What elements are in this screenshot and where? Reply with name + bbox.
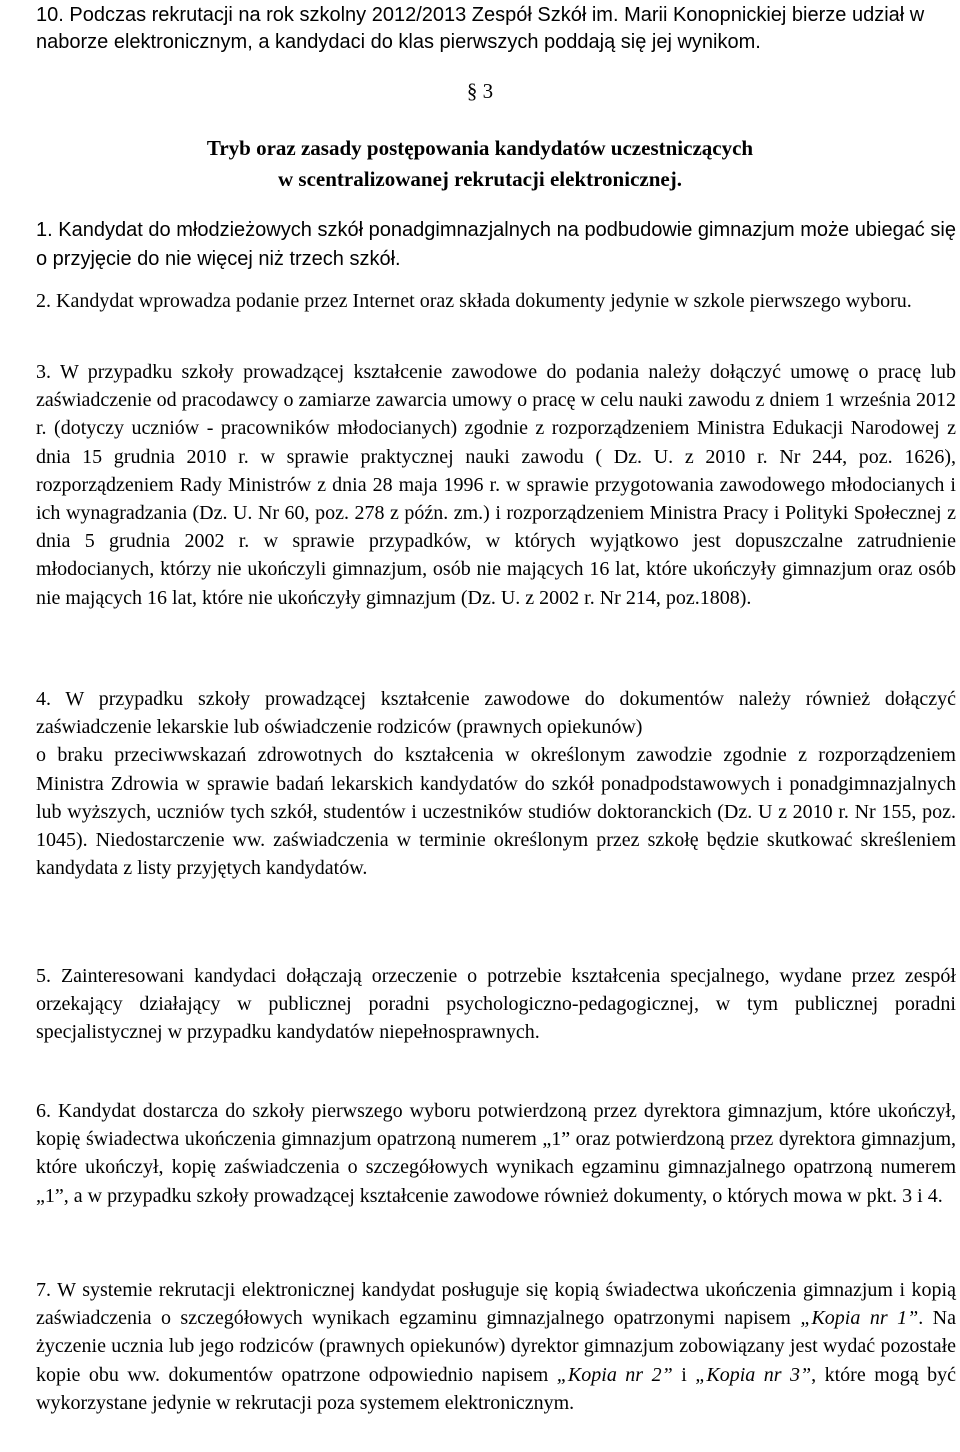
item-7-text-b: . Na życzenie ucznia lub jego rodziców (prawnych opiekunów) dyrektor gimnazjum zobowiązany jest wydać pozostałe kopie obu ww. dokumentów opatrzone odpowiednio napisem [36,1307,956,1386]
item-2 [36,287,956,316]
intro-paragraph: 10. Podczas rekrutacji na rok szkolny 2012/2013 Zespół Szkół im. Marii Konopnickiej bierze udział w naborze elektronicznym, a kandydaci do klas pierwszych poddają się jej wynikom. [36,4,925,53]
item-7-text-c: i [672,1363,696,1386]
heading-line-2: w scentralizowanej rekrutacji elektronicznej. [278,167,682,191]
item-5-text: 5. Zainteresowani kandydaci dołączają orzeczenie o potrzebie kształcenia specjalnego, wydane przez zespół orzekający działający w publicznej poradni psychologiczno-pedagogicznej, w tym publicznej poradni specjalistycznej w przypadku kandydatów niepełnosprawnych. [36,965,956,1044]
kopia-nr-2-label: „Kopia nr 2” [556,1363,673,1386]
item-1 [36,216,956,274]
item-7-text [36,1276,956,1417]
item-4-text-part2: o braku przeciwwskazań zdrowotnych do kształcenia w określonym zawodzie zgodnie z rozporządzeniem Ministra Zdrowia w sprawie badań lekarskich kandydatów do szkół ponadpodstawowych i ponadgimnazjalnych lub wyższych, uczniów tych szkół, studentów i uczestników studiów doktoranckich (Dz. U z 2010 r. Nr 155, poz. 1045). Niedostarczenie ww. zaświadczenia w terminie określonym przez szkołę będzie skutkować skreśleniem kandydata z listy przyjętych kandydatów. [36,744,956,880]
item-6-text: 6. Kandydat dostarcza do szkoły pierwszego wyboru potwierdzoną przez dyrektora gimnazjum, które ukończył, kopię świadectwa ukończenia gimnazjum opatrzoną numerem „1” oraz potwierdzoną przez dyrektora gimnazjum, które ukończył, kopię zaświadczenia o szczegółowych wynikach egzaminu gimnazjalnego opatrzoną numerem „1”, a w przypadku szkoły prowadzącej kształcenie zawodowe również dokumenty, o których mowa w pkt. 3 i 4. [36,1100,956,1207]
item-4-text-part1: 4. W przypadku szkoły prowadzącej kształcenie zawodowe do dokumentów należy również dołączyć zaświadczenie lekarskie lub oświadczenie rodziców (prawnych opiekunów) [36,688,956,739]
item-5 [36,962,956,1047]
item-7-text-a: 7. W systemie rekrutacji elektronicznej kandydat posługuje się kopią świadectwa ukończenia gimnazjum i kopią zaświadczenia o szczegółowych wynikach egzaminu gimnazjalnego opatrzonymi napisem [36,1279,956,1330]
item-4 [36,685,956,882]
heading-line-1: Tryb oraz zasady postępowania kandydatów uczestniczących [206,136,754,160]
paragraph-sign: § 3 [466,79,494,103]
section-heading [0,133,960,195]
kopia-nr-1-label: „Kopia nr 1” [800,1307,919,1330]
item-7-text-d: , które mogą być wykorzystane jedynie w rekrutacji poza systemem elektronicznym. [36,1363,957,1414]
item-3-text: 3. W przypadku szkoły prowadzącej kształcenie zawodowe do podania należy dołączyć umowę o pracę lub zaświadczenie od pracodawcy o zamiarze zawarcia umowy o pracę w celu nauki zawodu z dniem 1 września 2012 r. (dotyczy uczniów - pracowników młodocianych) zgodnie z rozporządzeniem Ministra Edukacji Narodowej z dnia 15 grudnia 2010 r. w sprawie praktycznej nauki zawodu ( Dz. U. z 2010 r. Nr 244, poz. 1626), rozporządzeniem Rady Ministrów z dnia 28 maja 1996 r. w sprawie przygotowania zawodowego młodocianych i ich wynagradzania (Dz. U. Nr 60, poz. 278 z późn. zm.) i rozporządzeniem Ministra Pracy i Polityki Społecznej z dnia 5 grudnia 2002 r. w sprawie przypadków, w których wyjątkowo jest dopuszczalne zatrudnienie młodocianych, którzy nie ukończyli gimnazjum, osób nie mających 16 lat, które ukończyły gimnazjum oraz osób nie mających 16 lat, które nie ukończyły gimnazjum (Dz. U. z 2002 r. Nr 214, poz.1808). [36,361,956,609]
item-2-text: 2. Kandydat wprowadza podanie przez Internet oraz składa dokumenty jedynie w szkole pierwszego wyboru. [36,290,912,312]
item-1-text: 1. Kandydat do młodzieżowych szkół ponadgimnazjalnych na podbudowie gimnazjum może ubiegać się o przyjęcie do nie więcej niż trzech szkół. [36,219,956,270]
item-6 [36,1097,956,1210]
item-7 [36,1276,956,1417]
kopia-nr-3-label: „Kopia nr 3” [695,1363,812,1386]
item-3 [36,358,956,612]
